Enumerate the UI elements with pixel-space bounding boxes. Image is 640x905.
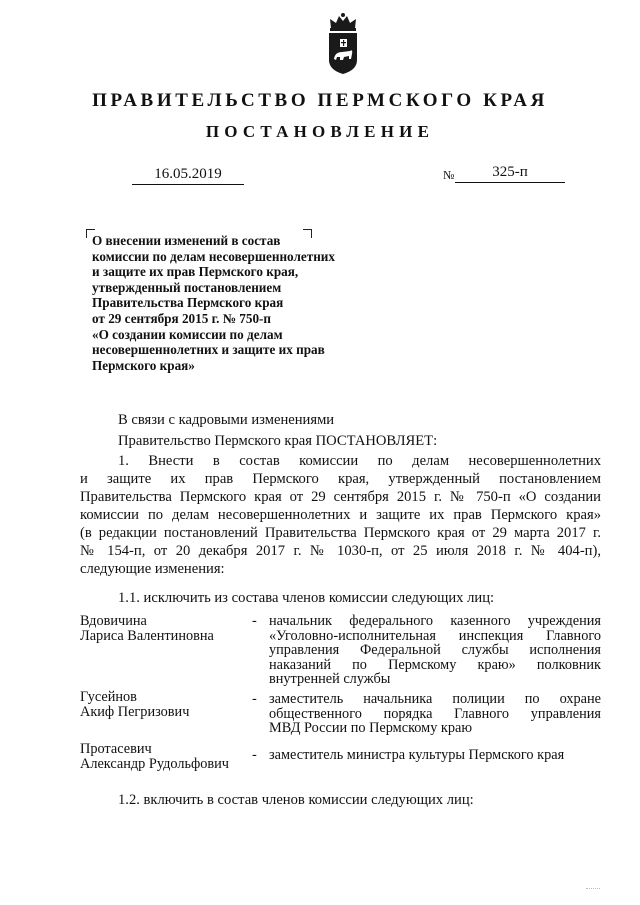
- position-line: наказаний по Пермскому краю» полковник: [269, 656, 601, 673]
- item-1-line: следующие изменения:: [80, 561, 225, 577]
- resolves-paragraph: Правительство Пермского края ПОСТАНОВЛЯЕТ:: [118, 433, 438, 449]
- member-name: [80, 614, 250, 644]
- position-line: общественного порядка Главного управления: [269, 705, 601, 722]
- position-line: «Уголовно-исполнительная инспекция Главного: [269, 627, 601, 644]
- coat-of-arms-emblem: [322, 12, 364, 76]
- member-given-name: Лариса Валентиновна: [80, 628, 214, 644]
- position-line: заместитель начальника полиции по охране: [269, 691, 601, 707]
- item-1-line: (в редакции постановлений Правительства Пермского края от 29 марта 2017 г.: [80, 525, 601, 541]
- position-line: МВД России по Пермскому краю: [269, 720, 473, 737]
- government-title: ПРАВИТЕЛЬСТВО ПЕРМСКОГО КРАЯ: [92, 90, 548, 111]
- position-line: управления Федеральной службы исполнения: [269, 642, 601, 659]
- item-1-line: и защите их прав Пермского края, утвержденный постановлением: [80, 471, 601, 487]
- member-dash: -: [252, 691, 257, 707]
- member-dash: -: [252, 613, 257, 629]
- subject-line: и защите их прав Пермского края,: [92, 264, 299, 280]
- number-sign: №: [443, 168, 455, 182]
- subject-line: от 29 сентября 2015 г. № 750-п: [92, 310, 272, 326]
- intro-paragraph: В связи с кадровыми изменениями: [118, 412, 335, 428]
- document-date: 16.05.2019: [132, 166, 244, 185]
- subject-line: Правительства Пермского края: [92, 295, 284, 311]
- position-line: внутренней службы: [269, 671, 391, 688]
- document-type: ПОСТАНОВЛЕНИЕ: [205, 122, 435, 141]
- position-line: заместитель министра культуры Пермского края: [269, 747, 565, 763]
- page-edge-mark: [586, 888, 600, 889]
- member-dash: -: [252, 747, 257, 763]
- member-surname: Гусейнов: [80, 689, 137, 705]
- position-line: начальник федерального казенного учреждения: [269, 613, 601, 629]
- subject-line: О внесении изменений в состав: [92, 233, 281, 248]
- item-1-paragraph: [80, 452, 601, 578]
- document-subject: [92, 233, 392, 373]
- item-1-line: Правительства Пермского края от 29 сентября 2015 г. № 750-п «О создании: [80, 489, 601, 505]
- member-surname: Протасевич: [80, 741, 152, 757]
- subject-line: «О создании комиссии по делам: [92, 326, 283, 342]
- member-name: [80, 742, 250, 772]
- subject-line: Пермского края»: [92, 357, 195, 373]
- document-number: 325-п: [455, 164, 565, 183]
- subject-line: несовершеннолетних и защите их прав: [92, 342, 325, 358]
- member-given-name: Александр Рудольфович: [80, 756, 230, 772]
- member-position: [269, 692, 601, 736]
- member-surname: Вдовичина: [80, 613, 147, 629]
- item-1-line: комиссии по делам несовершеннолетних и защите их прав Пермского края»: [80, 507, 601, 523]
- item-1-line: № 154-п, от 20 декабря 2017 г. № 1030-п, от 25 июля 2018 г. № 404-п),: [80, 543, 601, 559]
- member-position: [269, 748, 601, 763]
- member-name: [80, 690, 250, 720]
- item-1-1-paragraph: 1.1. исключить из состава членов комиссии следующих лиц:: [118, 590, 495, 606]
- subject-line: комиссии по делам несовершеннолетних: [92, 248, 335, 264]
- item-1-2-paragraph: 1.2. включить в состав членов комиссии следующих лиц:: [118, 792, 474, 808]
- member-given-name: Акиф Пегризович: [80, 704, 190, 720]
- item-1-line: 1. Внести в состав комиссии по делам несовершеннолетних: [118, 453, 601, 469]
- subject-line: утвержденный постановлением: [92, 279, 282, 295]
- member-position: [269, 614, 601, 687]
